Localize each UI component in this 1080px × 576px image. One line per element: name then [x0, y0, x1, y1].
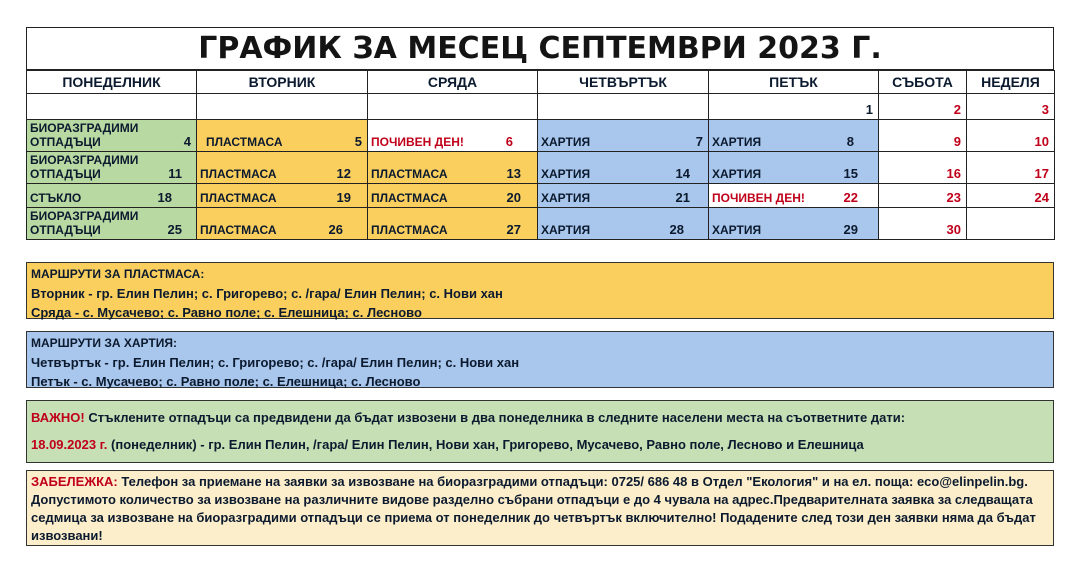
note-box — [26, 470, 1054, 546]
day-cell-bio — [27, 120, 197, 152]
important-line — [31, 409, 1049, 427]
day-number: 27 — [506, 222, 521, 237]
weekday-tuesday: ВТОРНИК — [197, 71, 368, 94]
plastic-route-tuesday: Вторник - гр. Елин Пелин; с. Григорево; с. /гара/ Елин Пелин; с. Нови хан — [31, 286, 503, 301]
holiday-label: ПОЧИВЕН ДЕН! — [712, 191, 805, 205]
day-number: 22 — [843, 190, 858, 205]
day-number: 2 — [953, 102, 961, 117]
day-number: 17 — [1034, 166, 1049, 181]
day-number: 20 — [506, 190, 521, 205]
paper-routes-heading: МАРШРУТИ ЗА ХАРТИЯ: — [31, 336, 177, 350]
plastic-route-wednesday: Сряда - с. Мусачево; с. Равно поле; с. Елешница; с. Лесново — [31, 305, 422, 320]
day-number: 3 — [1041, 102, 1049, 117]
plastic-label: ПЛАСТМАСА — [200, 167, 277, 181]
day-cell — [709, 94, 879, 120]
day-cell-paper — [709, 152, 879, 184]
day-number: 6 — [505, 134, 513, 149]
plastic-label: ПЛАСТМАСА — [371, 167, 448, 181]
day-number: 21 — [675, 190, 690, 205]
day-cell-empty — [27, 94, 197, 120]
day-cell-glass — [27, 184, 197, 208]
day-cell-empty — [967, 208, 1055, 240]
day-cell-paper — [538, 184, 709, 208]
weekday-sunday: НЕДЕЛЯ — [967, 71, 1055, 94]
day-number: 23 — [946, 190, 961, 205]
week-row-2 — [27, 120, 1055, 152]
plastic-label: ПЛАСТМАСА — [200, 223, 277, 237]
day-cell-paper — [538, 120, 709, 152]
day-cell-holiday — [368, 120, 538, 152]
day-cell-paper — [709, 120, 879, 152]
day-cell-paper — [538, 208, 709, 240]
important-label: ВАЖНО! — [31, 410, 85, 425]
glass-label: СТЪКЛО — [30, 191, 82, 205]
paper-route-thursday: Четвъртък - гр. Елин Пелин; с. Григорево; с. /гара/ Елин Пелин; с. Нови хан — [31, 355, 520, 370]
week-row-5 — [27, 208, 1055, 240]
day-number: 5 — [354, 134, 362, 149]
paper-label: ХАРТИЯ — [541, 167, 591, 181]
week-row-3 — [27, 152, 1055, 184]
day-cell-bio — [27, 152, 197, 184]
day-number: 1 — [865, 102, 873, 117]
note-label: ЗАБЕЛЕЖКА: — [31, 474, 118, 489]
day-number: 7 — [695, 134, 703, 149]
glass-collection-date: 18.09.2023 г. — [31, 437, 108, 452]
paper-label: ХАРТИЯ — [712, 135, 762, 149]
plastic-label: ПЛАСТМАСА — [206, 135, 283, 149]
day-number: 25 — [167, 222, 182, 237]
week-row-4 — [27, 184, 1055, 208]
day-cell-plastic — [368, 208, 538, 240]
day-number: 30 — [946, 222, 961, 237]
day-cell-plastic — [368, 152, 538, 184]
day-cell — [879, 208, 967, 240]
day-cell — [967, 184, 1055, 208]
day-cell-plastic — [197, 208, 368, 240]
day-cell — [967, 94, 1055, 120]
important-text: Стъклените отпадъци са предвидени да бъдат извозени в два понеделника в следните населени места на съответните дати: — [84, 410, 906, 425]
paper-label: ХАРТИЯ — [541, 191, 591, 205]
day-cell-paper — [538, 152, 709, 184]
important-notice — [26, 400, 1054, 463]
day-number: 16 — [946, 166, 961, 181]
day-number: 18 — [157, 190, 172, 205]
plastic-label: ПЛАСТМАСА — [200, 191, 277, 205]
paper-label: ХАРТИЯ — [541, 135, 591, 149]
day-number: 24 — [1034, 190, 1049, 205]
day-number: 26 — [328, 222, 343, 237]
day-number: 14 — [675, 166, 690, 181]
day-number: 11 — [168, 166, 182, 181]
day-number: 13 — [506, 166, 521, 181]
plastic-routes-heading: МАРШРУТИ ЗА ПЛАСТМАСА: — [31, 267, 205, 281]
bio-label: БИОРАЗГРАДИМИ ОТПАДЪЦИ — [30, 121, 139, 149]
day-cell-plastic — [197, 184, 368, 208]
day-cell — [967, 120, 1055, 152]
weekday-friday: ПЕТЪК — [709, 71, 879, 94]
day-cell-empty — [368, 94, 538, 120]
day-cell-empty — [197, 94, 368, 120]
day-cell-plastic — [197, 120, 368, 152]
weekday-header-row — [27, 71, 1055, 94]
weekday-wednesday: СРЯДА — [368, 71, 538, 94]
day-cell — [879, 120, 967, 152]
day-cell-empty — [538, 94, 709, 120]
glass-collection-places: (понеделник) - гр. Елин Пелин, /гара/ Елин Пелин, Нови хан, Григорево, Мусачево, Равно поле, Лесново и Елешница — [107, 437, 864, 452]
plastic-routes-box — [26, 262, 1054, 319]
holiday-label: ПОЧИВЕН ДЕН! — [371, 135, 464, 149]
day-cell-paper — [709, 208, 879, 240]
page-title: ГРАФИК ЗА МЕСЕЦ СЕПТЕМВРИ 2023 Г. — [26, 27, 1054, 70]
day-number: 28 — [669, 222, 684, 237]
day-number: 12 — [336, 166, 351, 181]
day-cell-bio — [27, 208, 197, 240]
calendar-table — [26, 70, 1055, 240]
paper-label: ХАРТИЯ — [712, 167, 762, 181]
day-cell-holiday — [709, 184, 879, 208]
day-number: 4 — [183, 134, 191, 149]
day-number: 8 — [846, 134, 854, 149]
day-cell-plastic — [197, 152, 368, 184]
paper-label: ХАРТИЯ — [541, 223, 591, 237]
weekday-saturday: СЪБОТА — [879, 71, 967, 94]
day-cell — [879, 184, 967, 208]
bio-label: БИОРАЗГРАДИМИ ОТПАДЪЦИ — [30, 153, 139, 181]
weekday-thursday: ЧЕТВЪРТЪК — [538, 71, 709, 94]
paper-label: ХАРТИЯ — [712, 223, 762, 237]
day-cell-plastic — [368, 184, 538, 208]
plastic-label: ПЛАСТМАСА — [371, 191, 448, 205]
day-number: 29 — [843, 222, 858, 237]
day-number: 9 — [953, 134, 961, 149]
paper-routes-box — [26, 331, 1054, 388]
glass-collection-line — [31, 436, 1049, 454]
bio-label: БИОРАЗГРАДИМИ ОТПАДЪЦИ — [30, 209, 139, 237]
plastic-label: ПЛАСТМАСА — [371, 223, 448, 237]
day-cell — [879, 94, 967, 120]
note-text: Телефон за приемане на заявки за извозване на биоразградими отпадъци: 0725/ 686 48 в Отдел "Екология" и на ел. поща: eco@elinpelin.bg. Допустимото количество за извозване на различните видове разделно събрани отпадъци е до 4 чувала на адрес.Предварителната заявка за следващата седмица за извозване на биоразградими отпадъци се приема от понеделник до четвъртък включително! Подадените след този ден заявки няма да бъдат извозвани! — [31, 474, 1036, 543]
day-cell — [879, 152, 967, 184]
day-cell — [967, 152, 1055, 184]
paper-route-friday: Петък - с. Мусачево; с. Равно поле; с. Елешница; с. Лесново — [31, 374, 421, 389]
day-number: 15 — [843, 166, 858, 181]
weekday-monday: ПОНЕДЕЛНИК — [27, 71, 197, 94]
week-row-1 — [27, 94, 1055, 120]
day-number: 19 — [336, 190, 351, 205]
day-number: 10 — [1034, 134, 1049, 149]
